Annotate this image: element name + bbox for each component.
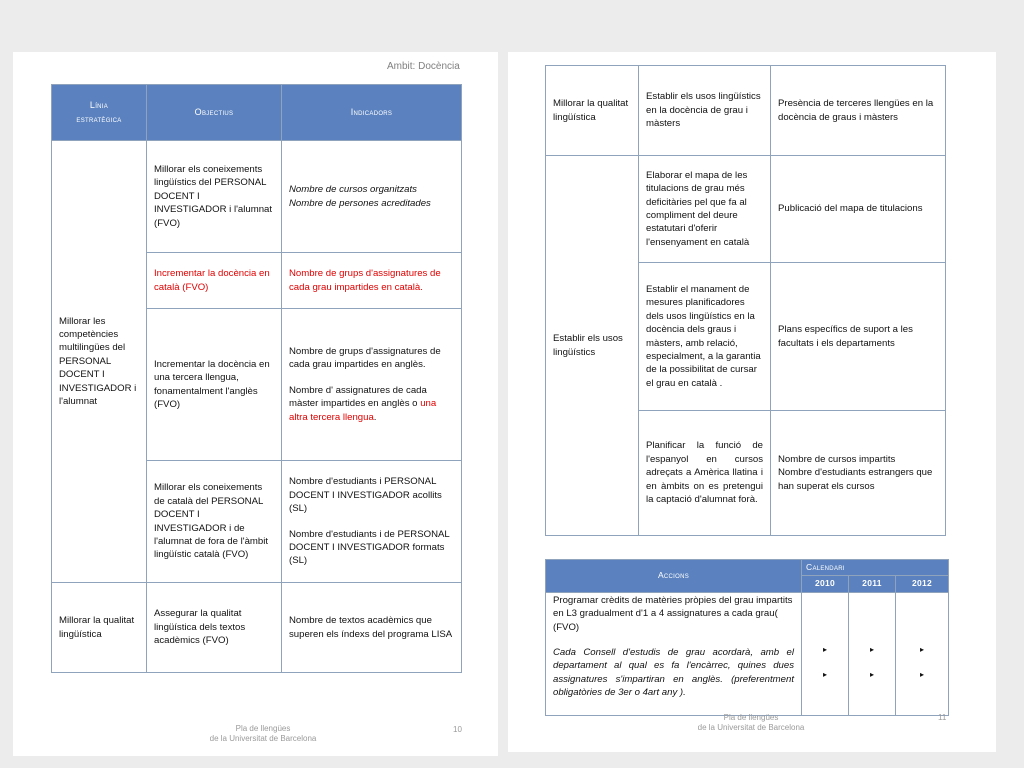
strategic-line-cell: Millorar la qualitat lingüística	[546, 66, 639, 156]
bullet-icon: ▸	[919, 644, 924, 654]
calendar-cell-2012	[896, 592, 949, 715]
indicator-text: Nombre de cursos impartits	[778, 453, 896, 465]
strategic-line-cell: Millorar les competències multilingües del PERSONAL DOCENT I INVESTIGADOR i l'alumnat	[52, 141, 147, 583]
footer-line-1: Pla de llengües	[235, 724, 291, 733]
indicator-text: .	[373, 411, 377, 423]
indicator-text: Nombre d'estudiants estrangers que han superat els cursos	[778, 467, 933, 492]
header-linia-1: Línia	[89, 100, 109, 111]
indicator-cell: Publicació del mapa de titulacions	[771, 156, 946, 263]
year-2010: 2010	[802, 576, 849, 592]
objective-cell: Establir els usos lingüístics en la docència de grau i màsters	[639, 66, 771, 156]
objective-cell: Planificar la funció de l'espanyol en cursos adreçats a Amèrica llatina i en àmbits on es pretengui la captació d'alumnat forà.	[639, 411, 771, 536]
year-2011: 2011	[849, 576, 896, 592]
indicator-text: Nombre d'estudiants i PERSONAL DOCENT I INVESTIGADOR acollits (SL)	[289, 476, 442, 515]
header-calendari: Calendari	[802, 560, 949, 576]
objective-cell: Assegurar la qualitat lingüística dels textos acadèmics (FVO)	[147, 583, 282, 673]
objective-cell: Millorar els coneixements de català del PERSONAL DOCENT I INVESTIGADOR i de l'alumnat de fora de l'àmbit lingüístic català (FVO)	[147, 461, 282, 583]
indicator-text: Nombre de grups d'assignatures de cada grau impartides en anglès.	[289, 345, 441, 371]
indicator-cell: Plans específics de suport a les facultats i els departaments	[771, 263, 946, 411]
indicator-text-red: una altra tercera llengua	[289, 398, 437, 423]
strategic-line-cell: Establir els usos lingüístics	[546, 156, 639, 536]
bullet-icon: ▸	[869, 669, 874, 679]
header-linia	[52, 85, 147, 141]
left-page	[13, 52, 498, 756]
objective-cell: Incrementar la docència en una tercera llengua, fonamentalment l'anglès (FVO)	[147, 309, 282, 461]
action-note: Cada Consell d'estudis de grau acordarà, amb el departament al qual es fa l'encàrrec, quines dues assignatures s'impartiran en anglès. (preferentment obligatòries de 3er o 4art any ).	[553, 647, 794, 699]
header-indicadors: Indicadors	[282, 85, 462, 141]
calendar-cell-2011	[849, 592, 896, 715]
strategic-line-cell: Millorar la qualitat lingüística	[52, 583, 147, 673]
indicator-text: Nombre d'estudiants i de PERSONAL DOCENT I INVESTIGADOR formats (SL)	[289, 528, 450, 567]
page-number: 11	[938, 713, 947, 722]
calendar-cell-2010	[802, 592, 849, 715]
header-accions: Accions	[546, 560, 802, 593]
page-number: 10	[453, 725, 462, 734]
strategy-table-left	[51, 84, 462, 673]
indicator-cell: Nombre de grups d'assignatures de cada grau impartides en català.	[282, 253, 462, 309]
bullet-icon: ▸	[869, 644, 874, 654]
action-cell	[546, 592, 802, 715]
bullet-icon: ▸	[822, 644, 827, 654]
indicator-cell	[771, 411, 946, 536]
right-page	[508, 52, 996, 752]
actions-table	[545, 559, 949, 716]
objective-cell: Elaborar el mapa de les titulacions de grau més deficitàries pel que fa al compliment del deure estatutari d'oferir l'ensenyament en català	[639, 156, 771, 263]
year-2012: 2012	[896, 576, 949, 592]
indicator-cell	[282, 309, 462, 461]
indicator-cell: Presència de terceres llengües en la docència de graus i màsters	[771, 66, 946, 156]
action-text: Programar crèdits de matèries pròpies del grau impartits en L3 gradualment d'1 a 4 assignatures a cada grau( (FVO)	[553, 594, 793, 633]
header-objectius: Objectius	[147, 85, 282, 141]
footer-line-2: de la Universitat de Barcelona	[697, 723, 805, 732]
section-label: Ambit: Docència	[387, 61, 460, 72]
header-linia-2: estratègica	[76, 113, 122, 124]
page-footer	[188, 724, 338, 744]
objective-cell: Establir el manament de mesures planificadores dels usos lingüístics en la docència dels graus i màsters, amb relació, especialment, a la garantia de la possibilitat de cursar el grau en català .	[639, 263, 771, 411]
footer-line-1: Pla de llengües	[723, 713, 779, 722]
indicator-text: Nombre d' assignatures de cada màster impartides en anglès o	[289, 384, 427, 410]
bullet-icon: ▸	[919, 669, 924, 679]
footer-line-2: de la Universitat de Barcelona	[209, 734, 317, 743]
objective-cell: Millorar els coneixements lingüístics del PERSONAL DOCENT I INVESTIGADOR i l'alumnat (FVO)	[147, 141, 282, 253]
page-footer	[676, 713, 826, 733]
objective-cell: Incrementar la docència en català (FVO)	[147, 253, 282, 309]
indicator-cell	[282, 461, 462, 583]
bullet-icon: ▸	[822, 669, 827, 679]
strategy-table-right	[545, 65, 946, 536]
indicator-cell: Nombre de cursos organitzats Nombre de persones acreditades	[282, 141, 462, 253]
indicator-cell: Nombre de textos acadèmics que superen els índexs del programa LISA	[282, 583, 462, 673]
